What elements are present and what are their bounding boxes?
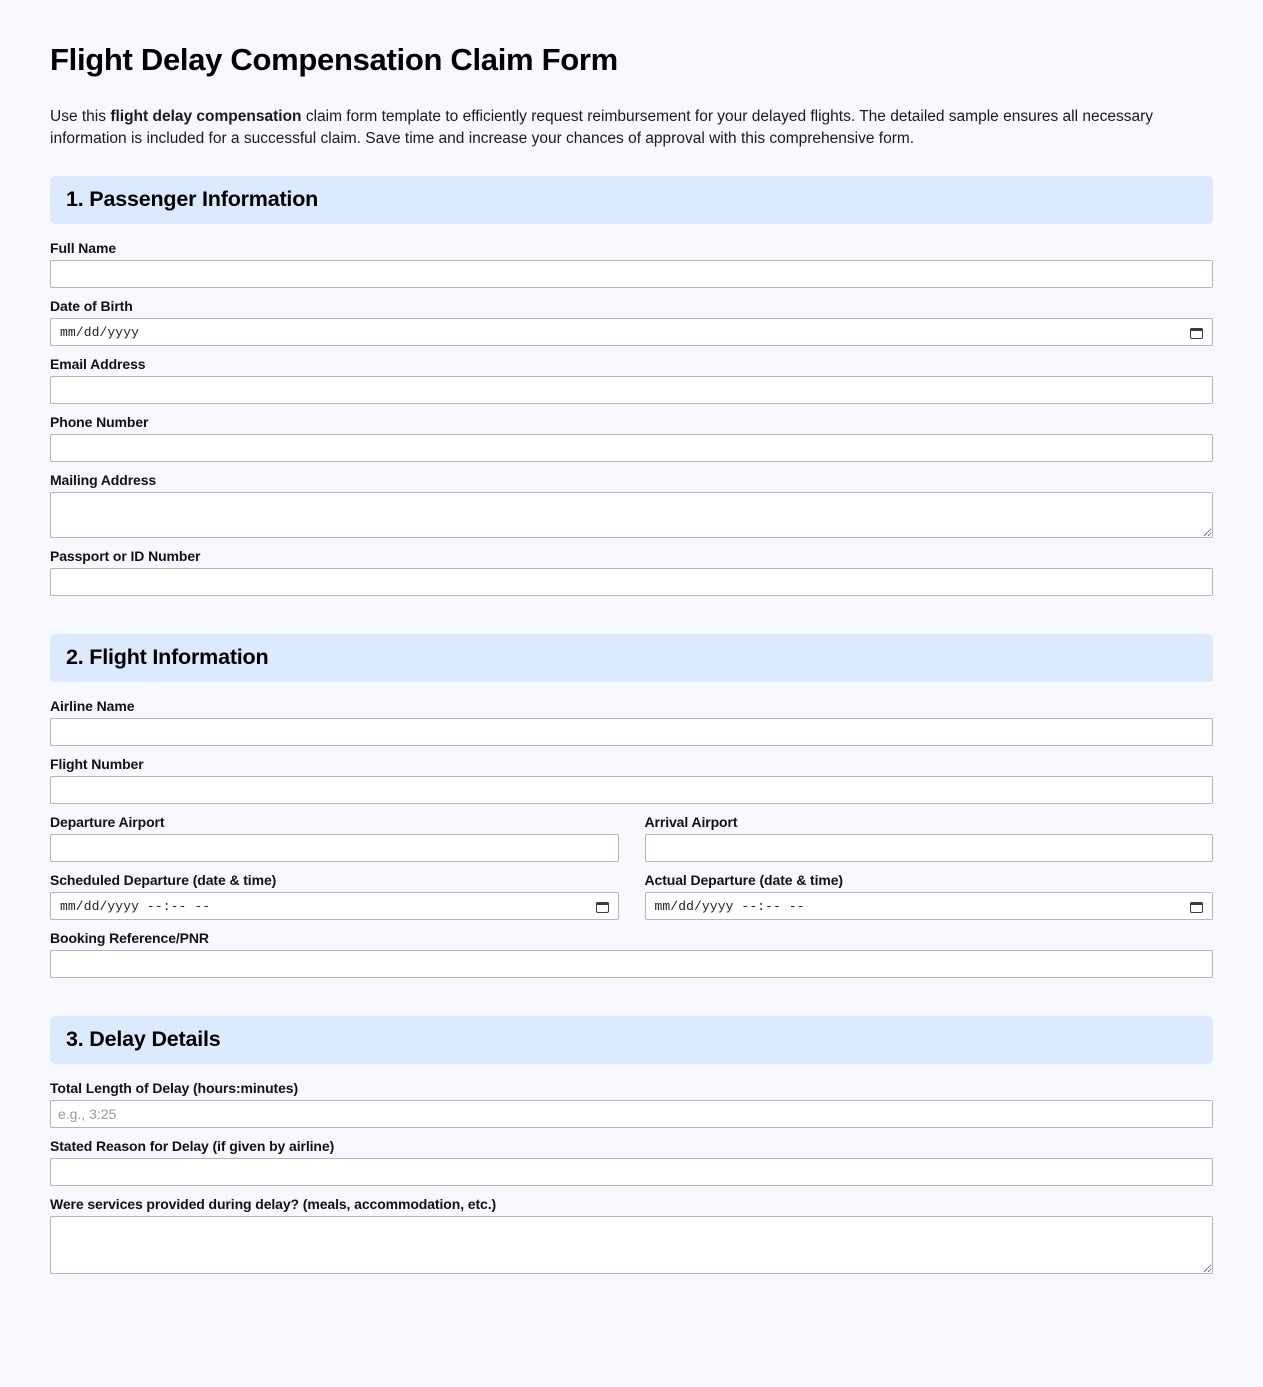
input-date-of-birth[interactable] (50, 318, 1213, 346)
label-flight-number: Flight Number (50, 756, 144, 772)
input-total-length-of-delay[interactable] (50, 1100, 1213, 1128)
section-flight-information (50, 634, 1213, 978)
scheduled-departure-placeholder-text: mm/dd/yyyy --:-- -- (60, 898, 211, 914)
input-mailing-address[interactable] (50, 492, 1213, 538)
input-airline-name[interactable] (50, 718, 1213, 746)
bottom-spacer (50, 1284, 1213, 1306)
label-arrival-airport: Arrival Airport (644, 814, 738, 830)
calendar-icon[interactable] (1190, 326, 1203, 339)
input-email-address[interactable] (50, 376, 1213, 404)
section-heading: 3. Delay Details (66, 1027, 221, 1051)
input-passport-or-id-number[interactable] (50, 568, 1213, 596)
input-booking-reference[interactable] (50, 950, 1213, 978)
label-mailing-address: Mailing Address (50, 472, 157, 488)
field-total-length-of-delay (50, 1080, 1213, 1128)
label-services-provided: Were services provided during delay? (meals, accommodation, etc.) (50, 1196, 497, 1212)
input-full-name[interactable] (50, 260, 1213, 288)
field-phone-number (50, 414, 1213, 462)
input-scheduled-departure[interactable] (50, 892, 619, 920)
field-scheduled-departure (50, 872, 619, 920)
field-full-name (50, 240, 1213, 288)
input-actual-departure[interactable] (645, 892, 1214, 920)
field-booking-reference (50, 930, 1213, 978)
intro-paragraph (50, 106, 1213, 150)
label-total-length-of-delay: Total Length of Delay (hours:minutes) (50, 1080, 299, 1096)
date-of-birth-placeholder-text: mm/dd/yyyy (60, 324, 140, 340)
calendar-icon[interactable] (596, 900, 609, 913)
actual-departure-placeholder-text: mm/dd/yyyy --:-- -- (654, 898, 805, 914)
field-flight-number (50, 756, 1213, 804)
intro-text-before: Use this (50, 108, 111, 125)
label-actual-departure: Actual Departure (date & time) (644, 872, 843, 888)
calendar-icon[interactable] (1190, 900, 1203, 913)
section-delay-details (50, 1016, 1213, 1274)
section-heading: 2. Flight Information (66, 645, 269, 669)
label-scheduled-departure: Scheduled Departure (date & time) (50, 872, 277, 888)
label-stated-reason-for-delay: Stated Reason for Delay (if given by airline) (50, 1138, 335, 1154)
field-arrival-airport (645, 814, 1214, 862)
input-arrival-airport[interactable] (645, 834, 1214, 862)
field-email-address (50, 356, 1213, 404)
field-departure-airport (50, 814, 619, 862)
input-stated-reason-for-delay[interactable] (50, 1158, 1213, 1186)
section-header-passenger-information (50, 176, 1213, 224)
label-date-of-birth: Date of Birth (50, 298, 133, 314)
input-phone-number[interactable] (50, 434, 1213, 462)
label-departure-airport: Departure Airport (50, 814, 165, 830)
page-title: Flight Delay Compensation Claim Form (50, 42, 618, 77)
label-email-address: Email Address (50, 356, 146, 372)
section-header-flight-information (50, 634, 1213, 682)
field-actual-departure (645, 872, 1214, 920)
label-full-name: Full Name (50, 240, 117, 256)
intro-text-after: claim form template to efficiently request reimbursement for your delayed flights. The detailed sample ensures all necessary information is included for a successful claim. Save time and increase your chances of approval with this comprehensive form. (50, 108, 1153, 147)
field-mailing-address (50, 472, 1213, 538)
field-airline-name (50, 698, 1213, 746)
label-airline-name: Airline Name (50, 698, 135, 714)
label-passport-or-id-number: Passport or ID Number (50, 548, 201, 564)
input-services-provided[interactable] (50, 1216, 1213, 1274)
field-services-provided (50, 1196, 1213, 1274)
row-departure-times (50, 872, 1213, 930)
field-date-of-birth (50, 298, 1213, 346)
section-heading: 1. Passenger Information (66, 187, 319, 211)
field-passport-or-id-number (50, 548, 1213, 596)
input-departure-airport[interactable] (50, 834, 619, 862)
row-airports (50, 814, 1213, 872)
label-booking-reference: Booking Reference/PNR (50, 930, 209, 946)
section-header-delay-details (50, 1016, 1213, 1064)
field-stated-reason-for-delay (50, 1138, 1213, 1186)
input-flight-number[interactable] (50, 776, 1213, 804)
section-passenger-information (50, 176, 1213, 596)
label-phone-number: Phone Number (50, 414, 149, 430)
intro-text-bold: flight delay compensation (110, 108, 302, 125)
